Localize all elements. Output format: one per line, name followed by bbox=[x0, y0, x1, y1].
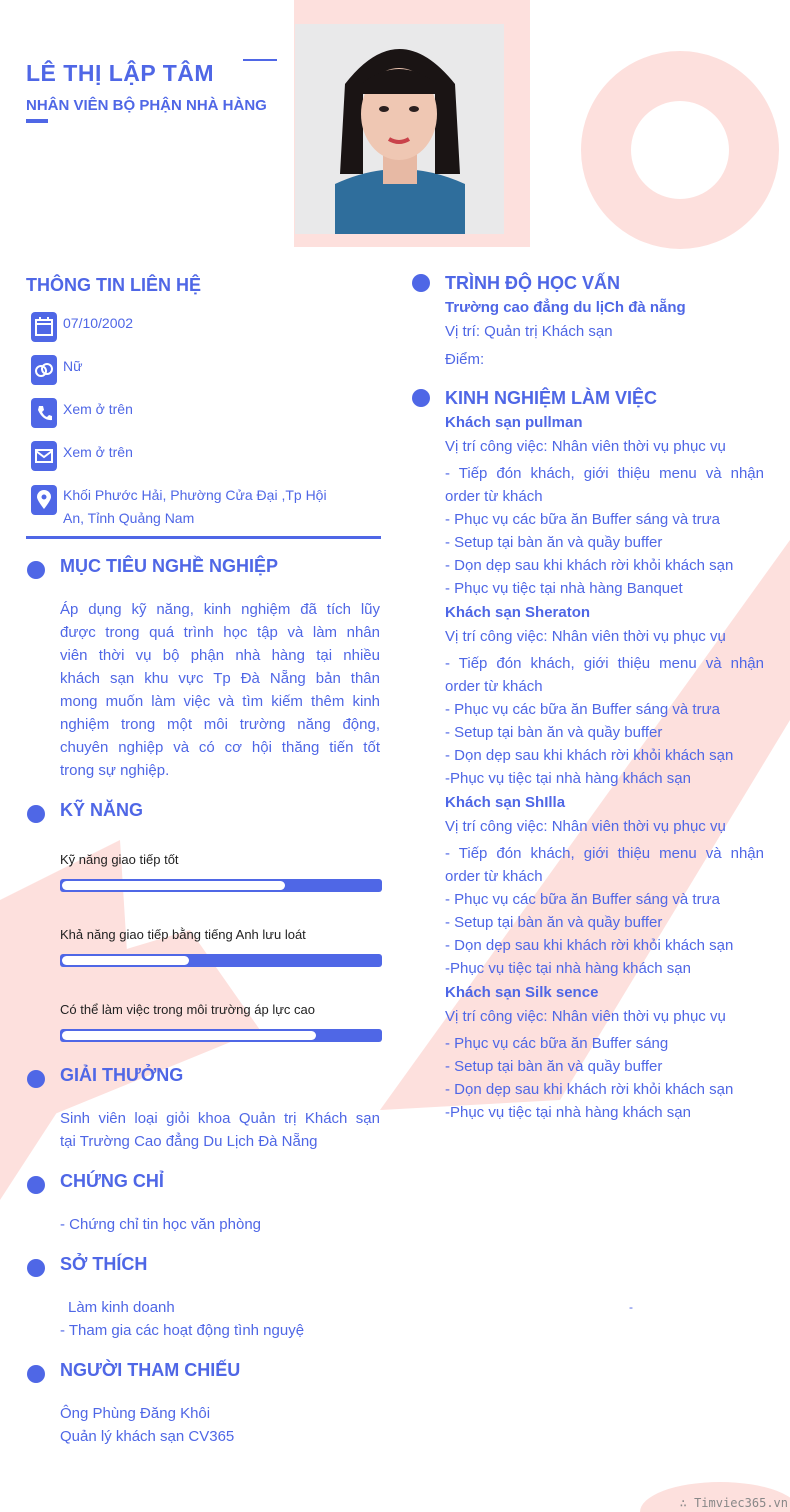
skill-bar-fill bbox=[62, 956, 189, 965]
objective-line: khách sạn khu vực Tp Đà Nẵng bản thân bbox=[60, 670, 380, 687]
job-duty: - Phục vụ các bữa ăn Buffer sáng và trưa bbox=[445, 891, 720, 908]
watermark: ∴ Timviec365.vn bbox=[679, 1496, 788, 1510]
phone-icon bbox=[31, 398, 57, 428]
job-position: Vị trí công việc: Nhân viên thời vụ phục vụ bbox=[445, 438, 726, 455]
awards-bullet bbox=[27, 1070, 45, 1088]
certificate-item: - Chứng chỉ tin học văn phòng bbox=[60, 1216, 261, 1233]
hobby-item: Làm kinh doanh bbox=[68, 1299, 175, 1316]
education-title: TRÌNH ĐỘ HỌC VẤN bbox=[445, 273, 620, 293]
email: Xem ở trên bbox=[63, 444, 133, 460]
job-duty: order từ khách bbox=[445, 678, 543, 695]
candidate-name: LÊ THỊ LẬP TÂM bbox=[26, 60, 215, 86]
job-position: Vị trí công việc: Nhân viên thời vụ phục vụ bbox=[445, 628, 726, 645]
phone: Xem ở trên bbox=[63, 401, 133, 417]
job-position: Vị trí công việc: Nhân viên thời vụ phục vụ bbox=[445, 1008, 726, 1025]
company-name: Khách sạn Sheraton bbox=[445, 604, 591, 621]
job-duty: - Setup tại bàn ăn và quầy buffer bbox=[445, 534, 663, 551]
hobby-item: - Tham gia các hoạt động tình nguyệ bbox=[60, 1322, 305, 1339]
certificates-bullet bbox=[27, 1176, 45, 1194]
job-duty: - Phục vụ các bữa ăn Buffer sáng và trưa bbox=[445, 511, 720, 528]
reference-role: Quản lý khách sạn CV365 bbox=[60, 1428, 235, 1445]
header-accent-line bbox=[243, 59, 277, 61]
objective-line: được trong quá trình học tập và làm nhân bbox=[60, 624, 380, 641]
stray-dash: - bbox=[629, 1300, 633, 1314]
objective-line: viên thời vụ bộ phận nhà hàng tại nhiều bbox=[60, 647, 380, 664]
school-name: Trường cao đẳng du lịCh đà nẵng bbox=[445, 299, 686, 316]
job-duty: -Phục vụ tiệc tại nhà hàng khách sạn bbox=[445, 960, 691, 977]
objective-line: nghiệm trong một môi trường năng động, bbox=[60, 716, 380, 733]
awards-text bbox=[60, 1107, 380, 1153]
references-bullet bbox=[27, 1365, 45, 1383]
skills-bullet bbox=[27, 805, 45, 823]
job-title: NHÂN VIÊN BỘ PHẬN NHÀ HÀNG bbox=[26, 97, 267, 114]
job-duty: - Setup tại bàn ăn và quầy buffer bbox=[445, 1058, 663, 1075]
job-duty: order từ khách bbox=[445, 868, 543, 885]
hobbies-title: SỞ THÍCH bbox=[60, 1254, 148, 1274]
job-duty: - Tiếp đón khách, giới thiệu menu và nhận bbox=[445, 845, 764, 862]
objective-bullet bbox=[27, 561, 45, 579]
company-name: Khách sạn ShIlla bbox=[445, 794, 566, 811]
awards-line: tại Trường Cao đẳng Du Lịch Đà Nẵng bbox=[60, 1133, 318, 1150]
awards-line: Sinh viên loại giỏi khoa Quản trị Khách sạn bbox=[60, 1110, 380, 1127]
skill-label: Khả năng giao tiếp bằng tiếng Anh lưu loát bbox=[60, 927, 306, 942]
job-duty: - Phục vụ tiệc tại nhà hàng Banquet bbox=[445, 580, 683, 597]
birth-date: 07/10/2002 bbox=[63, 315, 134, 331]
hobbies-bullet bbox=[27, 1259, 45, 1277]
address-line-2: An, Tỉnh Quảng Nam bbox=[63, 510, 195, 526]
address-line-1: Khối Phước Hải, Phường Cửa Đại ,Tp Hội bbox=[63, 487, 327, 503]
objective-title: MỤC TIÊU NGHỀ NGHIỆP bbox=[60, 556, 279, 576]
profile-photo bbox=[295, 24, 504, 234]
gender: Nữ bbox=[63, 358, 83, 374]
job-duty: - Phục vụ các bữa ăn Buffer sáng và trưa bbox=[445, 701, 720, 718]
skill-bar bbox=[60, 879, 382, 892]
company-name: Khách sạn Silk sence bbox=[445, 984, 599, 1001]
email-icon bbox=[31, 441, 57, 471]
job-duty: -Phục vụ tiệc tại nhà hàng khách sạn bbox=[445, 770, 691, 787]
skill-bar-fill bbox=[62, 881, 285, 890]
skill-bar bbox=[60, 1029, 382, 1042]
job-position: Vị trí công việc: Nhân viên thời vụ phục vụ bbox=[445, 818, 726, 835]
title-underline bbox=[26, 119, 48, 123]
objective-line: Áp dụng kỹ năng, kinh nghiệm đã tích lũy bbox=[60, 601, 380, 618]
calendar-icon bbox=[31, 312, 57, 342]
objective-line: trong sự nghiệp. bbox=[60, 762, 170, 779]
contact-title: THÔNG TIN LIÊN HỆ bbox=[26, 275, 201, 295]
job-duty: -Phục vụ tiệc tại nhà hàng khách sạn bbox=[445, 1104, 691, 1121]
job-duty: - Setup tại bàn ăn và quầy buffer bbox=[445, 724, 663, 741]
objective-text bbox=[60, 598, 380, 782]
education-position: Vị trí: Quản trị Khách sạn bbox=[445, 323, 613, 340]
job-duty: - Dọn dẹp sau khi khách rời khỏi khách sạn bbox=[445, 747, 734, 764]
education-bullet bbox=[412, 274, 430, 292]
experience-title: KINH NGHIỆM LÀM VIỆC bbox=[445, 388, 658, 408]
objective-line: mong muốn làm việc và tìm kiếm thêm kinh bbox=[60, 693, 380, 710]
company-name: Khách sạn pullman bbox=[445, 414, 583, 431]
skill-bar bbox=[60, 954, 382, 967]
skills-title: KỸ NĂNG bbox=[60, 800, 144, 820]
job-duty: - Dọn dẹp sau khi khách rời khỏi khách sạn bbox=[445, 557, 734, 574]
objective-line: chuyên nghiệp và có cơ hội thăng tiến tốt bbox=[60, 739, 380, 756]
location-icon bbox=[31, 485, 57, 515]
job-duty: - Dọn dẹp sau khi khách rời khỏi khách sạn bbox=[445, 1081, 734, 1098]
awards-title: GIẢI THƯỞNG bbox=[60, 1065, 184, 1085]
job-duty: order từ khách bbox=[445, 488, 543, 505]
contact-divider bbox=[26, 536, 381, 539]
job-duty: - Tiếp đón khách, giới thiệu menu và nhận bbox=[445, 655, 764, 672]
job-duty: - Dọn dẹp sau khi khách rời khỏi khách sạn bbox=[445, 937, 734, 954]
certificates-title: CHỨNG CHỈ bbox=[60, 1171, 164, 1191]
gender-icon bbox=[31, 355, 57, 385]
skill-label: Kỹ năng giao tiếp tốt bbox=[60, 852, 179, 867]
job-duty: - Setup tại bàn ăn và quầy buffer bbox=[445, 914, 663, 931]
skill-label: Có thể làm việc trong môi trường áp lực cao bbox=[60, 1002, 315, 1017]
job-duty: - Phục vụ các bữa ăn Buffer sáng bbox=[445, 1035, 669, 1052]
education-score: Điểm: bbox=[445, 351, 485, 368]
experience-bullet bbox=[412, 389, 430, 407]
skill-bar-fill bbox=[62, 1031, 316, 1040]
references-title: NGƯỜI THAM CHIẾU bbox=[60, 1360, 241, 1380]
job-duty: - Tiếp đón khách, giới thiệu menu và nhận bbox=[445, 465, 764, 482]
reference-name: Ông Phùng Đăng Khôi bbox=[60, 1405, 211, 1422]
